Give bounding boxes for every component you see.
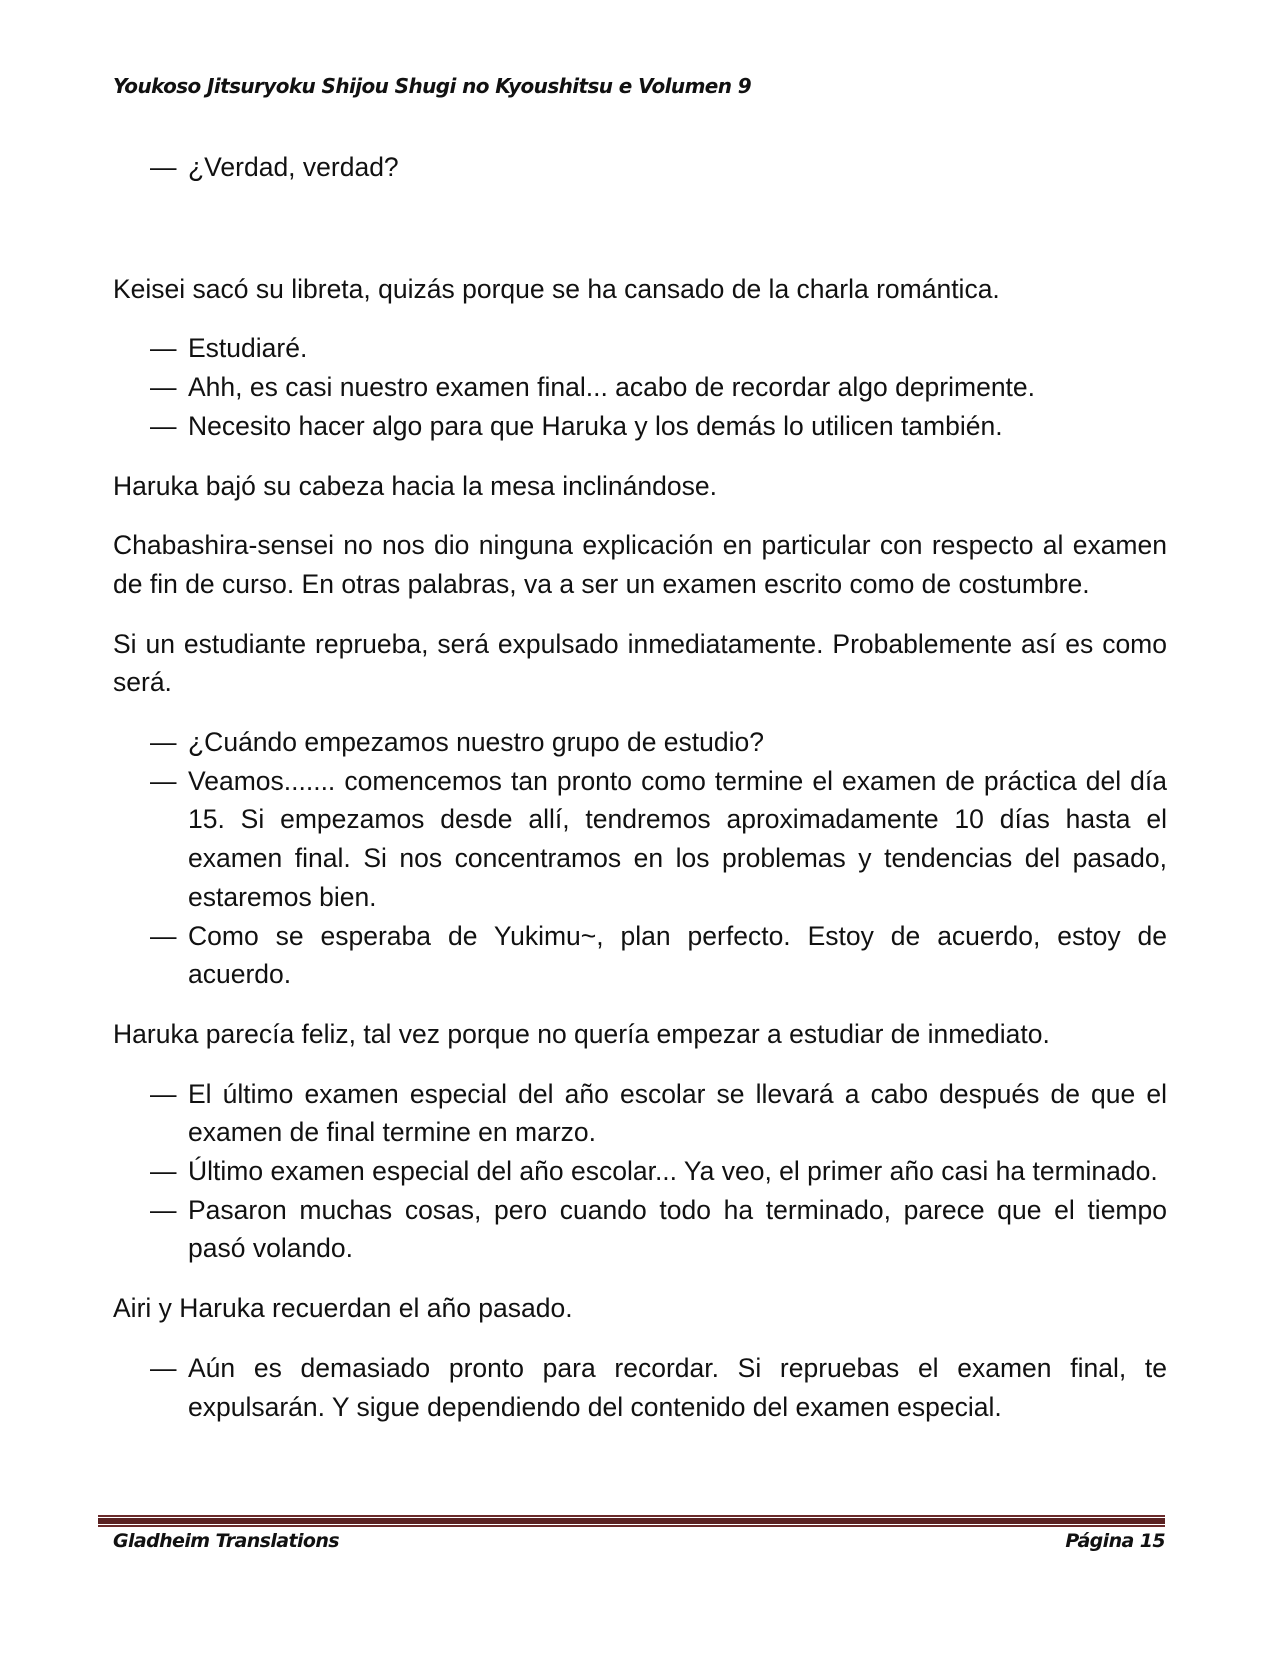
dialogue-line: — Pasaron muchas cosas, pero cuando todo ha terminado, parece que el tiempo pasó volando. (113, 1191, 1167, 1268)
dialogue-line: — Aún es demasiado pronto para recordar. Si repruebas el examen final, te expulsarán. Y sigue dependiendo del contenido del examen especial. (113, 1349, 1167, 1426)
dash: — (150, 727, 177, 758)
page-body (113, 148, 1167, 1447)
dialogue-line: — Estudiaré. (113, 329, 1167, 368)
dash: — (150, 1194, 177, 1225)
dialogue-group (113, 329, 1167, 445)
dialogue-group (113, 148, 1167, 187)
dash: — (150, 372, 177, 403)
dialogue-line: — ¿Verdad, verdad? (113, 148, 1167, 187)
footer-rule (98, 1515, 1165, 1527)
dialogue-line: — ¿Cuándo empezamos nuestro grupo de estudio? (113, 723, 1167, 762)
paragraph: Haruka parecía feliz, tal vez porque no quería empezar a estudiar de inmediato. (113, 1018, 1050, 1049)
page-number: Página 15 (1065, 1530, 1165, 1552)
paragraph: Chabashira-sensei no nos dio ninguna explicación en particular con respecto al examen de fin de curso. En otras palabras, va a ser un examen escrito como de costumbre. (113, 530, 1167, 599)
dialogue-group (113, 723, 1167, 994)
paragraph: Haruka bajó su cabeza hacia la mesa inclinándose. (113, 470, 717, 501)
paragraph: Keisei sacó su libreta, quizás porque se ha cansado de la charla romántica. (113, 273, 1000, 304)
dash: — (150, 1156, 177, 1187)
dialogue-line: — Veamos....... comencemos tan pronto como termine el examen de práctica del día 15. Si empezamos desde allí, tendremos aproximadamente 10 días hasta el examen final. Si nos concentramos en los problemas y tendencias del pasado, estaremos bien. (113, 762, 1167, 917)
dash: — (150, 410, 177, 441)
dialogue-line: — Como se esperaba de Yukimu~, plan perfecto. Estoy de acuerdo, estoy de acuerdo. (113, 917, 1167, 994)
dialogue-line: — Último examen especial del año escolar... Ya veo, el primer año casi ha terminado. (113, 1152, 1167, 1191)
dash: — (150, 333, 177, 364)
dialogue-line: — Ahh, es casi nuestro examen final... acabo de recordar algo deprimente. (113, 368, 1167, 407)
running-header: Youkoso Jitsuryoku Shijou Shugi no Kyoushitsu e Volumen 9 (113, 74, 752, 98)
paragraph: Si un estudiante reprueba, será expulsado inmediatamente. Probablemente así es como será. (113, 628, 1167, 698)
dash: — (150, 1352, 177, 1383)
footer-credit: Gladheim Translations (113, 1530, 339, 1552)
dialogue-line: — El último examen especial del año escolar se llevará a cabo después de que el examen de final termine en marzo. (113, 1075, 1167, 1152)
dialogue-group (113, 1075, 1167, 1269)
dash: — (150, 920, 177, 951)
paragraph: Airi y Haruka recuerdan el año pasado. (113, 1293, 573, 1324)
dash: — (150, 1078, 177, 1109)
dialogue-group (113, 1349, 1167, 1426)
dialogue-line: — Necesito hacer algo para que Haruka y los demás lo utilicen también. (113, 407, 1167, 446)
dash: — (150, 152, 177, 182)
dash: — (150, 765, 177, 796)
